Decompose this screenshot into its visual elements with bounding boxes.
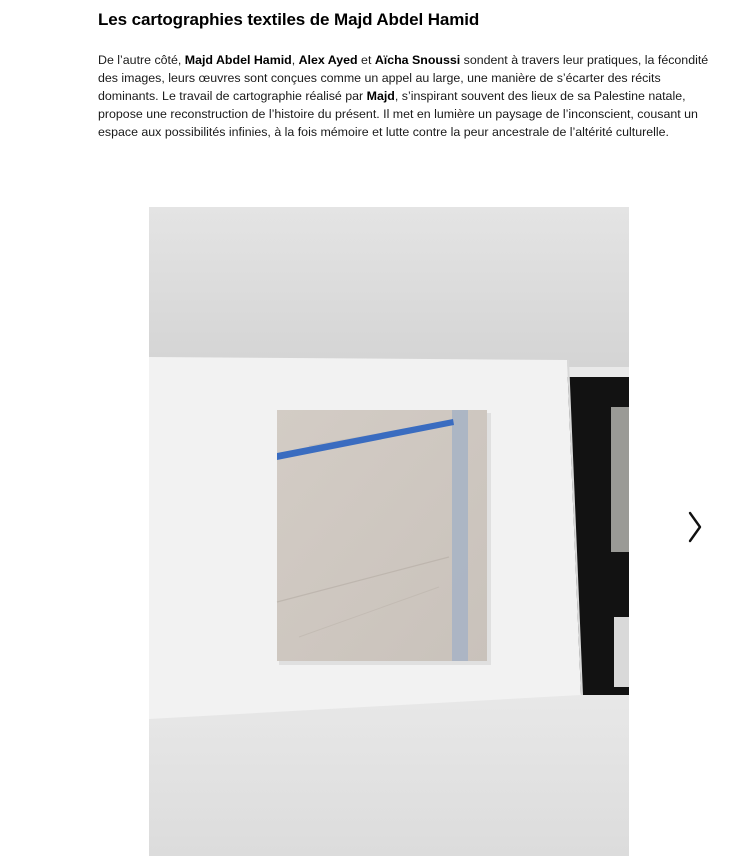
article-title: Les cartographies textiles de Majd Abdel Hamid (98, 10, 480, 29)
artist-name-alex: Alex Ayed (298, 53, 358, 67)
gallery-photo-artwork (149, 207, 629, 856)
text-segment: sondent à travers leur pratiques, la fécondité des images, leurs œuvres sont conçues comme un appel au large, une manière de s’écarter des récits dominants. Le travail de cartographie réalisé par (98, 53, 709, 103)
artist-name-majd-short: Majd (366, 89, 395, 103)
chevron-right-icon (684, 509, 706, 545)
text-segment: , (291, 53, 299, 67)
text-segment: et (357, 53, 375, 67)
artist-name-aicha: Aïcha Snoussi (374, 53, 461, 67)
adjacent-panel (614, 617, 629, 687)
carousel-photo (149, 207, 629, 856)
article-paragraph (98, 51, 710, 141)
artist-name-majd: Majd Abdel Hamid (184, 53, 292, 67)
text-segment: , s’inspirant souvent des lieux de sa Palestine natale, propose une reconstruction de l’histoire du présent. Il met en lumière un paysage de l’inconscient, cousant un espace aux possibilités infinies, à la fois mémoire et lutte contre la peur ancestrale de l’altérité culturelle. (98, 89, 698, 139)
adjacent-artwork (611, 407, 629, 552)
ceiling (149, 207, 629, 367)
textile-grey-band (452, 410, 468, 661)
text-segment: De l’autre côté, (98, 53, 185, 67)
carousel-next-button[interactable] (684, 509, 706, 545)
